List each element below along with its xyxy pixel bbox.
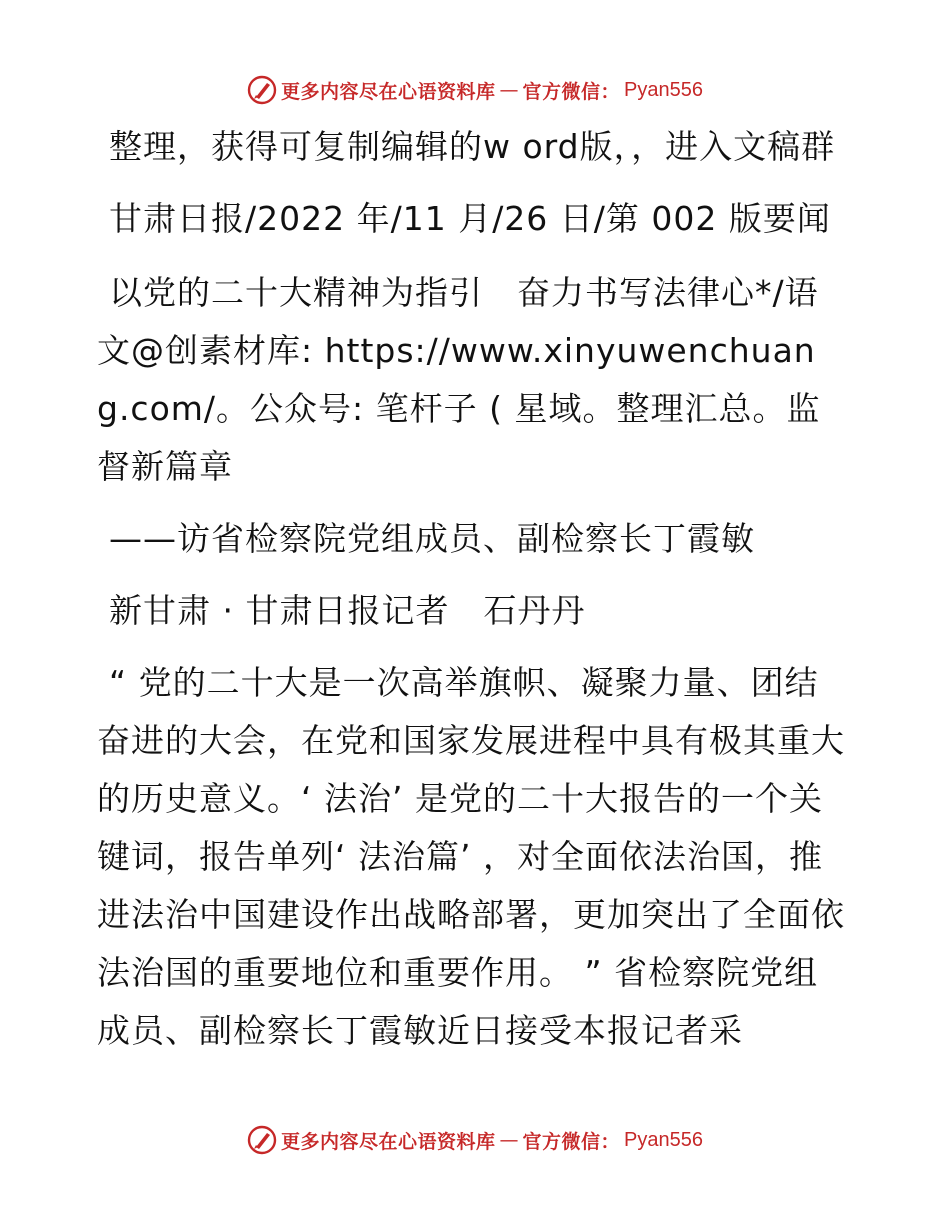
intro-note-paragraph: 整理，获得可复制编辑的w ord版，，进入文稿群 [109,127,836,166]
footer-wechat-id: Pyan556 [624,1128,703,1151]
article-byline: 新甘肃 · 甘肃日报记者 石丹丹 [109,591,586,630]
document-body [97,118,849,1118]
footer-wechat-label: 官方微信： [522,1130,621,1153]
footer-banner [0,1122,950,1158]
quill-seal-icon [247,75,277,105]
footer-banner-separator: — [499,1129,519,1151]
header-wechat-id: Pyan556 [624,78,703,101]
article-subtitle: ——访省检察院党组成员、副检察长丁霞敏 [109,519,755,558]
header-banner-separator: — [499,79,519,101]
header-banner-text: 更多内容尽在心语资料库 [281,80,496,103]
body-paragraph: “ 党的二十大是一次高举旗帜、凝聚力量、团结奋进的大会，在党和国家发展进程中具有极其重大的历史意义。‘ 法治’ 是党的二十大报告的一个关键词，报告单列‘ 法治篇’ ，对全面依法治国，推进法治中国建设作出战略部署，更加突出了全面依法治国的重要地位和重要作用。 ” 省检察院党组成员、副检察长丁霞敏近日接受本报记者采 [97,663,845,1050]
header-wechat-label: 官方微信： [522,80,621,103]
footer-banner-text: 更多内容尽在心语资料库 [281,1130,496,1153]
header-banner [0,72,950,108]
quill-seal-icon [247,1125,277,1155]
article-title: 以党的二十大精神为指引 奋力书写法律心*/语文@创素材库: https://www.xinyuwenchuang.com/。公众号: 笔杆子 ( 星域。整理汇总。监督新篇章 [97,273,821,486]
publication-line: 甘肃日报/2022 年/11 月/26 日/第 002 版要闻 [109,199,831,238]
